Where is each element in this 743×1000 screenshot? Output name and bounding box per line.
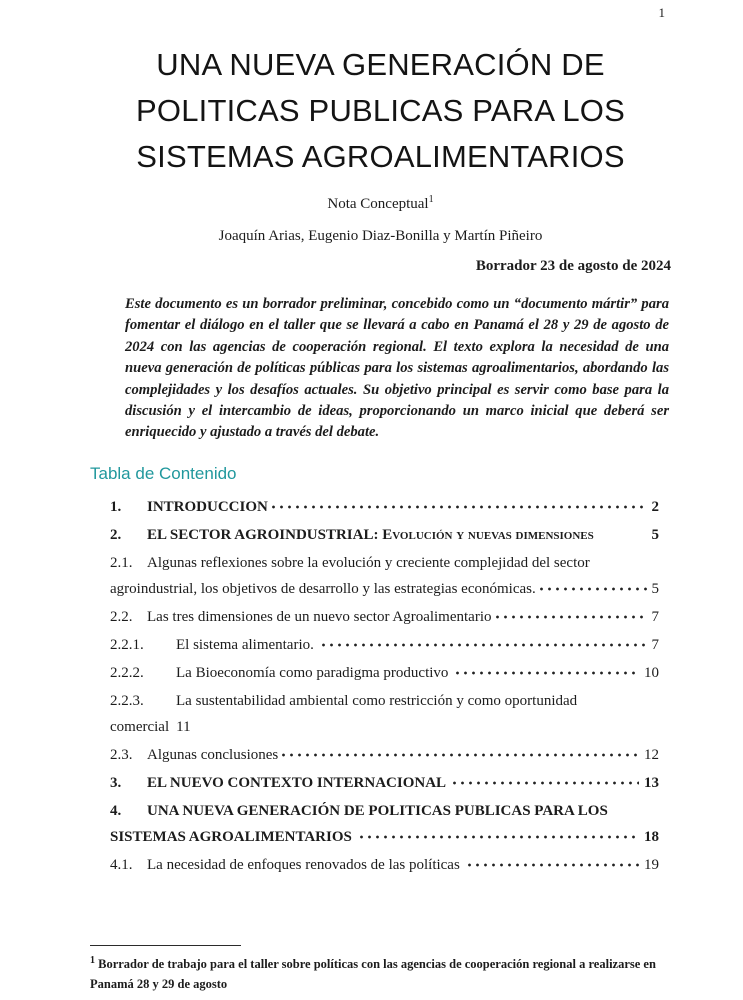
toc-entry[interactable]: [110, 742, 659, 768]
title-line-2: POLITICAS PUBLICAS PARA LOS: [136, 93, 625, 128]
footnote-divider: [90, 945, 241, 946]
toc-page-number: 5: [651, 526, 659, 543]
toc-entry[interactable]: [110, 798, 659, 824]
toc-entry-number: 3.: [110, 774, 122, 791]
toc-entry[interactable]: [110, 824, 659, 850]
abstract-paragraph: Este documento es un borrador preliminar, concebido como un “documento mártir” para fomentar el diálogo en el taller que se llevará a cabo en Panamá el 28 y 29 de agosto de 2024 con las agencias de cooperación regional. El texto explora la necesidad de una nueva generación de políticas públicas para los sistemas agroalimentarios, abordando las complejidades y los desafíos actuales. Su objetivo principal es servir como base para la discusión y el intercambio de ideas, proporcionando un marco inicial que deberá ser enriquecido y ajustado a través del debate.: [125, 296, 669, 441]
toc-entry-text: Algunas conclusiones: [147, 746, 279, 763]
toc-page-number: 7: [651, 636, 659, 653]
toc-leader-dots: [456, 662, 639, 677]
toc-page-number: 13: [644, 774, 659, 791]
toc-entry-number: 2.2.: [110, 608, 133, 625]
toc-entry-text: comercial: [110, 718, 170, 735]
toc-entry-text: La sustentabilidad ambiental como restricción y como oportunidad: [176, 692, 578, 709]
toc-list: [110, 494, 659, 878]
toc-page-number: 5: [651, 580, 659, 597]
title-line-1: UNA NUEVA GENERACIÓN DE: [156, 47, 605, 82]
toc-entry[interactable]: [110, 632, 659, 658]
toc-entry-text: El sistema alimentario.: [176, 636, 318, 653]
toc-entry[interactable]: [110, 714, 659, 740]
subtitle-text: Nota Conceptual: [327, 196, 429, 212]
toc-entry[interactable]: [110, 494, 659, 520]
toc-entry[interactable]: [110, 576, 659, 602]
toc-entry[interactable]: [110, 660, 659, 686]
toc-entry-text: Algunas reflexiones sobre la evolución y creciente complejidad del sector: [147, 554, 590, 571]
toc-entry-text: La necesidad de enfoques renovados de las políticas: [147, 856, 464, 873]
toc-leader-dots: [322, 634, 647, 649]
toc-page-number: 12: [644, 746, 659, 763]
toc-entry-text: INTRODUCCION: [147, 498, 268, 515]
toc-page-number: 19: [644, 856, 659, 873]
toc-page-number: 2: [651, 498, 659, 515]
footnote: [90, 945, 668, 994]
toc-entry-text: UNA NUEVA GENERACIÓN DE POLITICAS PUBLICAS PARA LOS: [147, 802, 608, 819]
toc-entry-number: 2.2.3.: [110, 692, 144, 709]
toc-entry-number: 2.2.1.: [110, 636, 144, 653]
toc-entry-text: La Bioeconomía como paradigma productivo: [176, 664, 453, 681]
toc-entry-number: 2.3.: [110, 746, 133, 763]
toc-entry[interactable]: [110, 550, 659, 576]
toc-entry-number: 2.1.: [110, 554, 133, 571]
toc-entry-text: SISTEMAS AGROALIMENTARIOS: [110, 828, 356, 845]
toc-leader-dots: [453, 772, 639, 787]
toc-entry-text: EL NUEVO CONTEXTO INTERNACIONAL: [147, 774, 449, 791]
toc-entry-text-smallcaps: Evolución y nuevas dimensiones: [382, 526, 594, 543]
toc-leader-dots: [272, 496, 647, 511]
toc-leader-dots: [360, 826, 639, 841]
page-number: 1: [658, 5, 665, 20]
toc-page-number: 10: [644, 664, 659, 681]
toc-leader-dots: [540, 578, 647, 593]
subtitle: [90, 194, 671, 213]
toc-entry[interactable]: [110, 688, 659, 714]
footnote-text: Borrador de trabajo para el taller sobre políticas con las agencias de cooperación regional a realizarse en Panamá 28 y 29 de agosto: [90, 957, 656, 991]
toc-entry-text: Las tres dimensiones de un nuevo sector Agroalimentario: [147, 608, 492, 625]
toc-entry[interactable]: [110, 770, 659, 796]
footnote-ref: 1: [90, 955, 95, 967]
toc-entry-text: agroindustrial, los objetivos de desarrollo y las estrategias económicas.: [110, 580, 536, 597]
toc-page-number: 7: [651, 608, 659, 625]
toc-leader-dots: [496, 606, 647, 621]
toc-entry[interactable]: [110, 852, 659, 878]
toc-page-number: 11: [176, 718, 191, 735]
toc-entry[interactable]: [110, 522, 659, 548]
toc-page-number: 18: [644, 828, 659, 845]
toc-entry-number: 4.: [110, 802, 122, 819]
toc-entry-number: 4.1.: [110, 856, 133, 873]
toc-entry-number: 2.2.2.: [110, 664, 144, 681]
document-title: [90, 42, 671, 180]
toc-heading: Tabla de Contenido: [90, 463, 237, 483]
toc-entry-number: 2.: [110, 526, 122, 543]
footnote-ref-marker: 1: [428, 194, 434, 205]
toc-leader-dots: [282, 744, 639, 759]
authors: Joaquín Arias, Eugenio Diaz-Bonilla y Martín Piñeiro: [218, 228, 543, 244]
toc-entry-text: EL SECTOR AGROINDUSTRIAL:: [147, 526, 383, 543]
draft-date: Borrador 23 de agosto de 2024: [475, 258, 671, 274]
toc-entry-number: 1.: [110, 498, 122, 515]
toc-entry[interactable]: [110, 604, 659, 630]
toc-leader-dots: [468, 854, 639, 869]
title-line-3: SISTEMAS AGROALIMENTARIOS: [136, 139, 625, 174]
